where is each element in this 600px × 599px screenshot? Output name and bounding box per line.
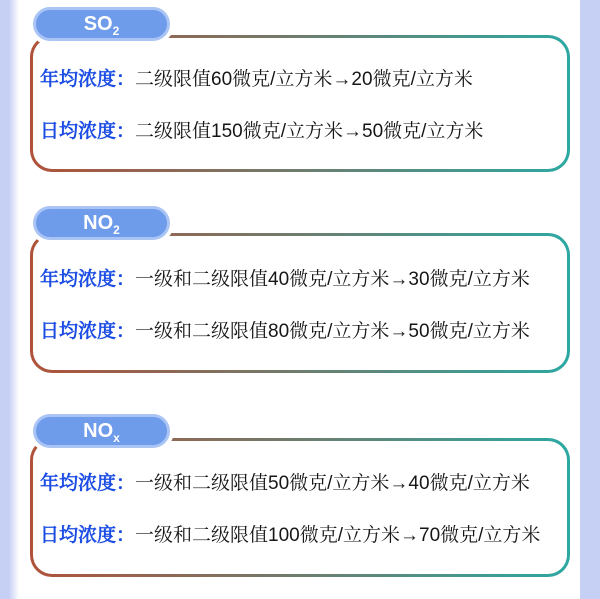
pollutant-card-nox <box>30 438 570 577</box>
row-value: 二级限值60微克/立方米→20微克/立方米 <box>135 69 473 91</box>
pollutant-formula: $SO_2$ <box>83 12 120 38</box>
annual-concentration-row <box>40 472 561 497</box>
row-value: 一级和二级限值50微克/立方米→40微克/立方米 <box>135 473 530 495</box>
row-label: 年均浓度： <box>40 473 136 495</box>
row-value: 一级和二级限值100微克/立方米→70微克/立方米 <box>135 525 541 546</box>
row-label: 日均浓度： <box>40 525 136 546</box>
row-value: 一级和二级限值40微克/立方米→30微克/立方米 <box>135 268 530 290</box>
pollutant-formula: $NO_x$ <box>83 419 120 445</box>
row-label: 日均浓度： <box>40 121 136 142</box>
card-body <box>33 38 567 169</box>
pollutant-card-so2 <box>30 35 570 172</box>
pollutant-pill-no2 <box>33 206 170 240</box>
row-value: 二级限值150微克/立方米→50微克/立方米 <box>135 121 484 142</box>
row-label: 年均浓度： <box>40 69 136 91</box>
pollutant-pill-nox <box>33 414 170 448</box>
annual-concentration-row <box>40 268 561 293</box>
pollutant-pill-so2 <box>33 7 170 41</box>
annual-concentration-row <box>40 68 561 93</box>
pollutant-card-no2 <box>30 233 570 373</box>
pollutant-formula: $NO_2$ <box>83 211 120 237</box>
row-value: 一级和二级限值80微克/立方米→50微克/立方米 <box>135 320 530 342</box>
daily-concentration-row <box>40 120 561 145</box>
daily-concentration-row <box>40 320 561 345</box>
daily-concentration-row <box>40 524 561 549</box>
card-body <box>33 236 567 370</box>
card-body <box>33 441 567 574</box>
row-label: 年均浓度： <box>40 268 136 290</box>
row-label: 日均浓度： <box>40 320 136 342</box>
